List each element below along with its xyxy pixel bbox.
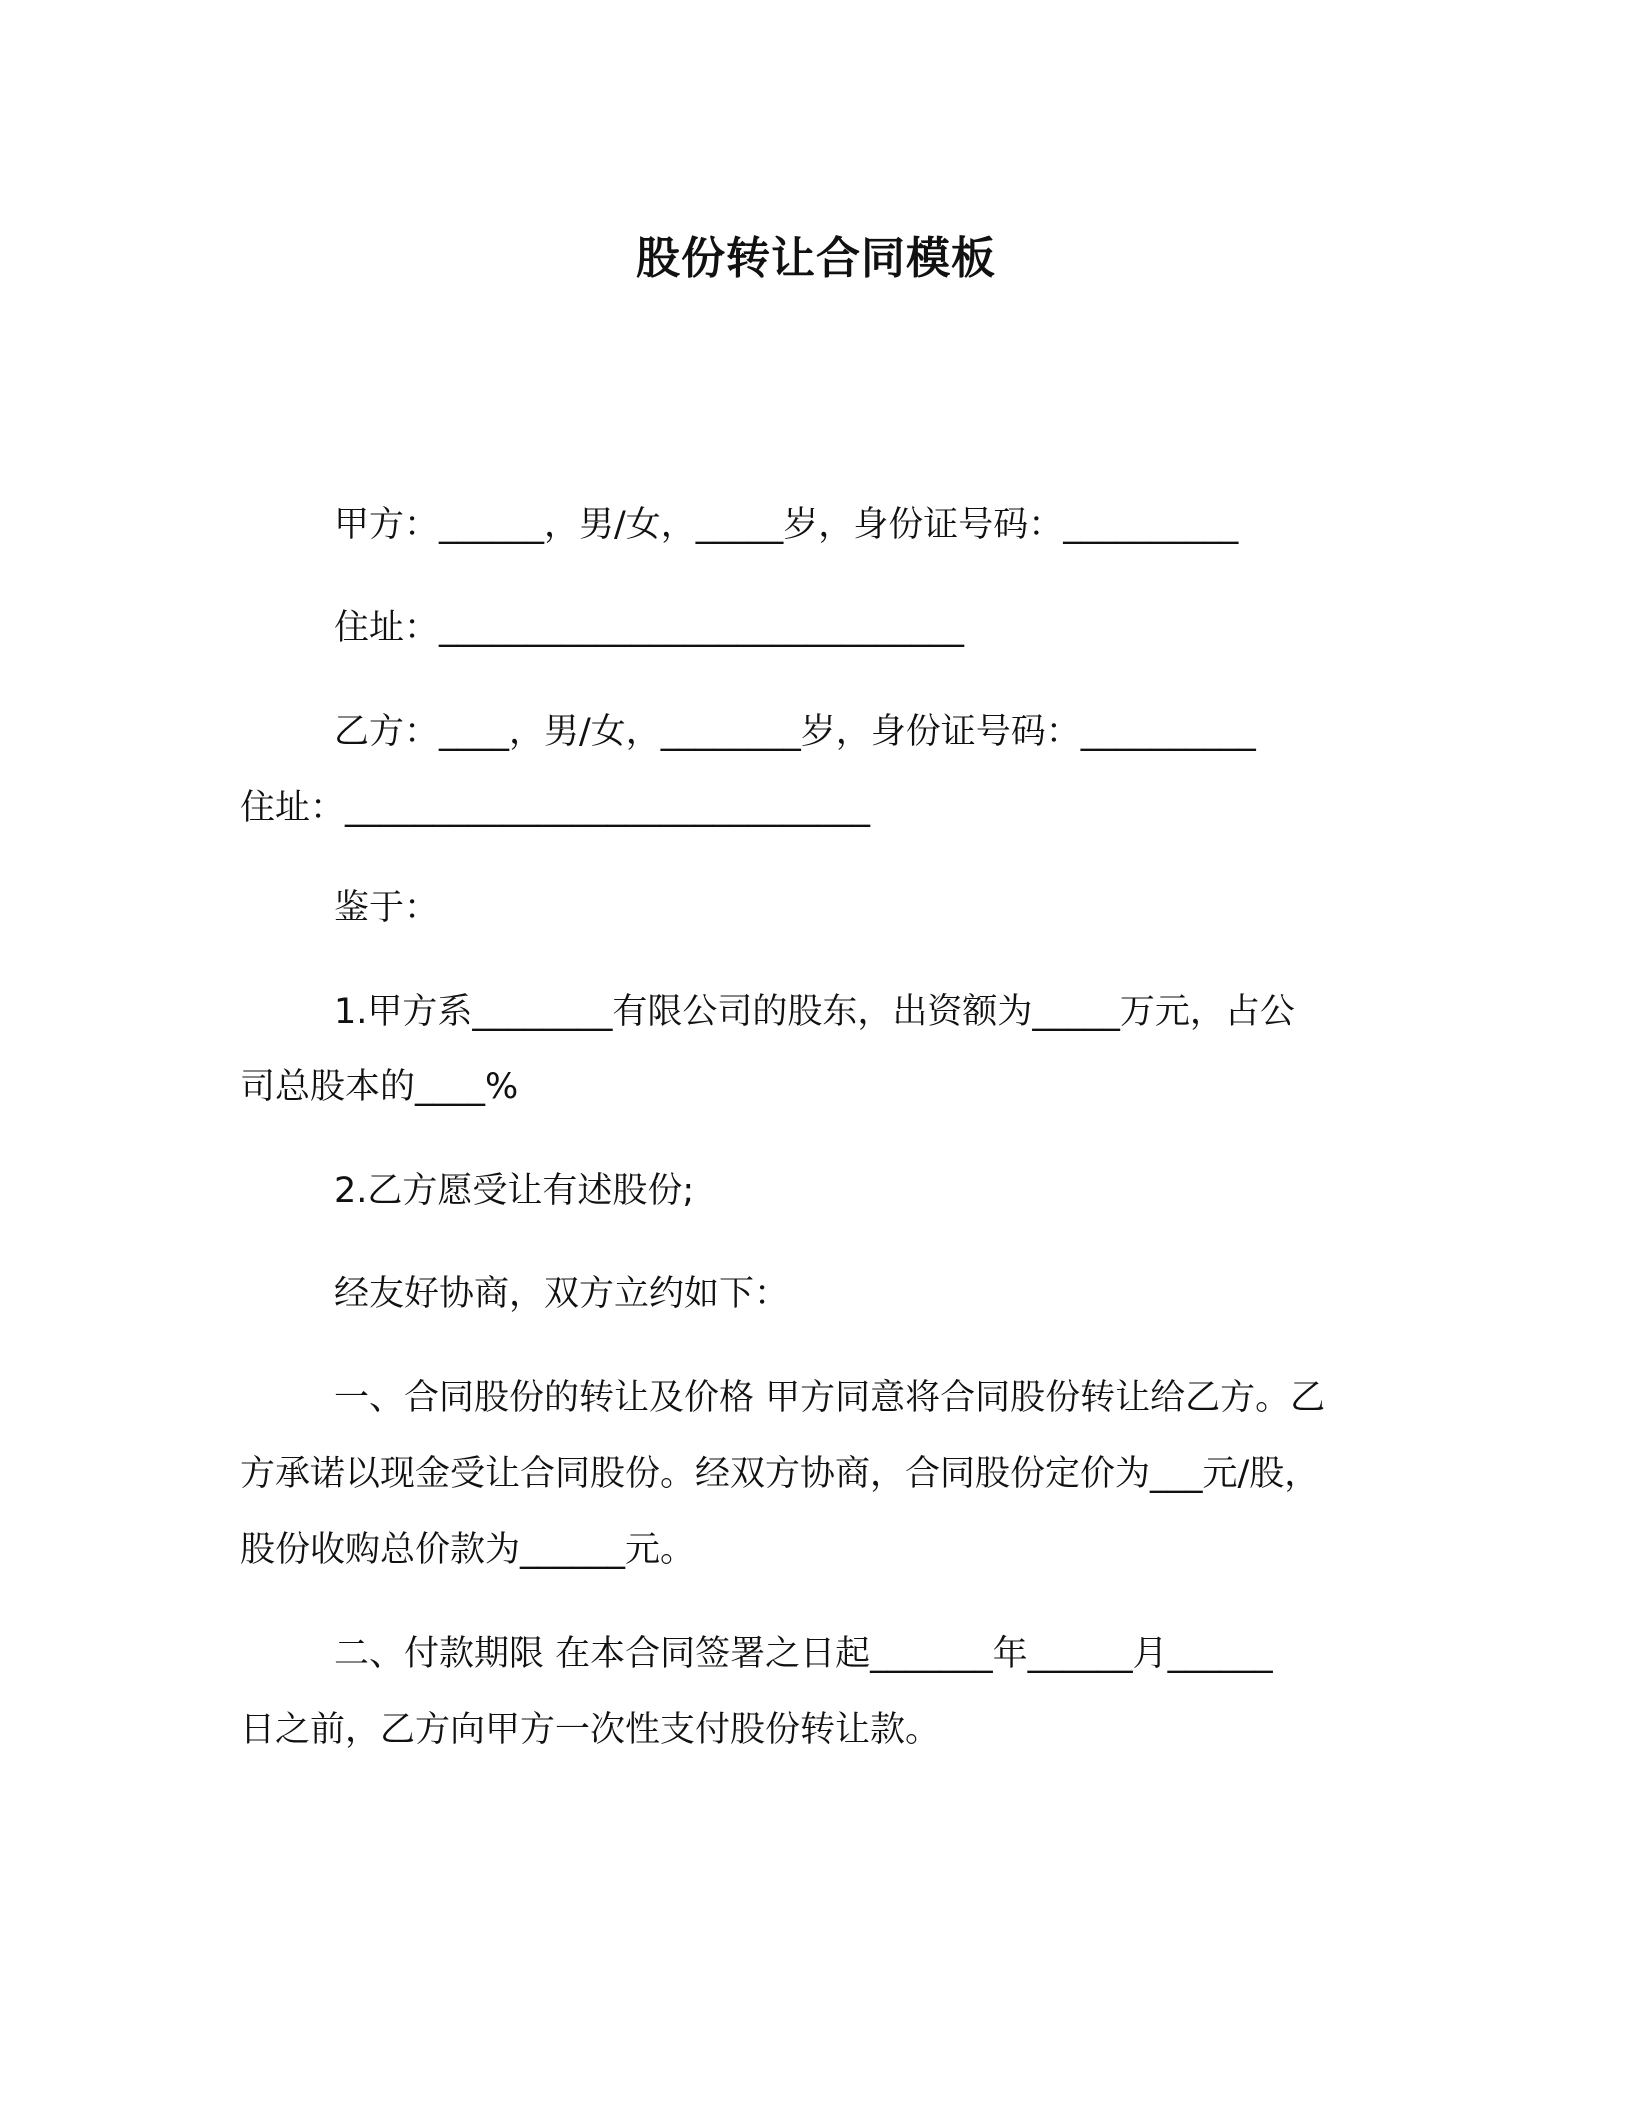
party-a-line: 甲方：______，男/女，_____岁，身份证号码：__________ (334, 505, 1239, 545)
clause-2-line-1: 二、付款期限 在本合同签署之日起_______年______月______ (334, 1634, 1273, 1674)
agreement-intro: 经友好协商，双方立约如下： (334, 1274, 790, 1314)
whereas-item-1-line-1: 1.甲方系________有限公司的股东，出资额为_____万元，占公 (334, 992, 1295, 1032)
whereas-heading: 鉴于： (334, 888, 440, 928)
clause-1-line-2: 方承诺以现金受让合同股份。经双方协商，合同股份定价为___元/股， (240, 1454, 1320, 1494)
whereas-item-2: 2.乙方愿受让有述股份; (334, 1171, 695, 1211)
document-title: 股份转让合同模板 (636, 233, 996, 284)
party-b-address: 住址：______________________________ (240, 788, 871, 828)
clause-2-line-2: 日之前，乙方向甲方一次性支付股份转让款。 (240, 1710, 941, 1750)
party-a-address: 住址：______________________________ (334, 608, 965, 648)
party-b-line: 乙方：____，男/女，________岁，身份证号码：__________ (334, 712, 1256, 752)
clause-1-line-1: 一、合同股份的转让及价格 甲方同意将合同股份转让给乙方。乙 (334, 1378, 1326, 1418)
clause-1-line-3: 股份收购总价款为______元。 (240, 1530, 696, 1570)
whereas-item-1-line-2: 司总股本的____% (240, 1067, 519, 1107)
